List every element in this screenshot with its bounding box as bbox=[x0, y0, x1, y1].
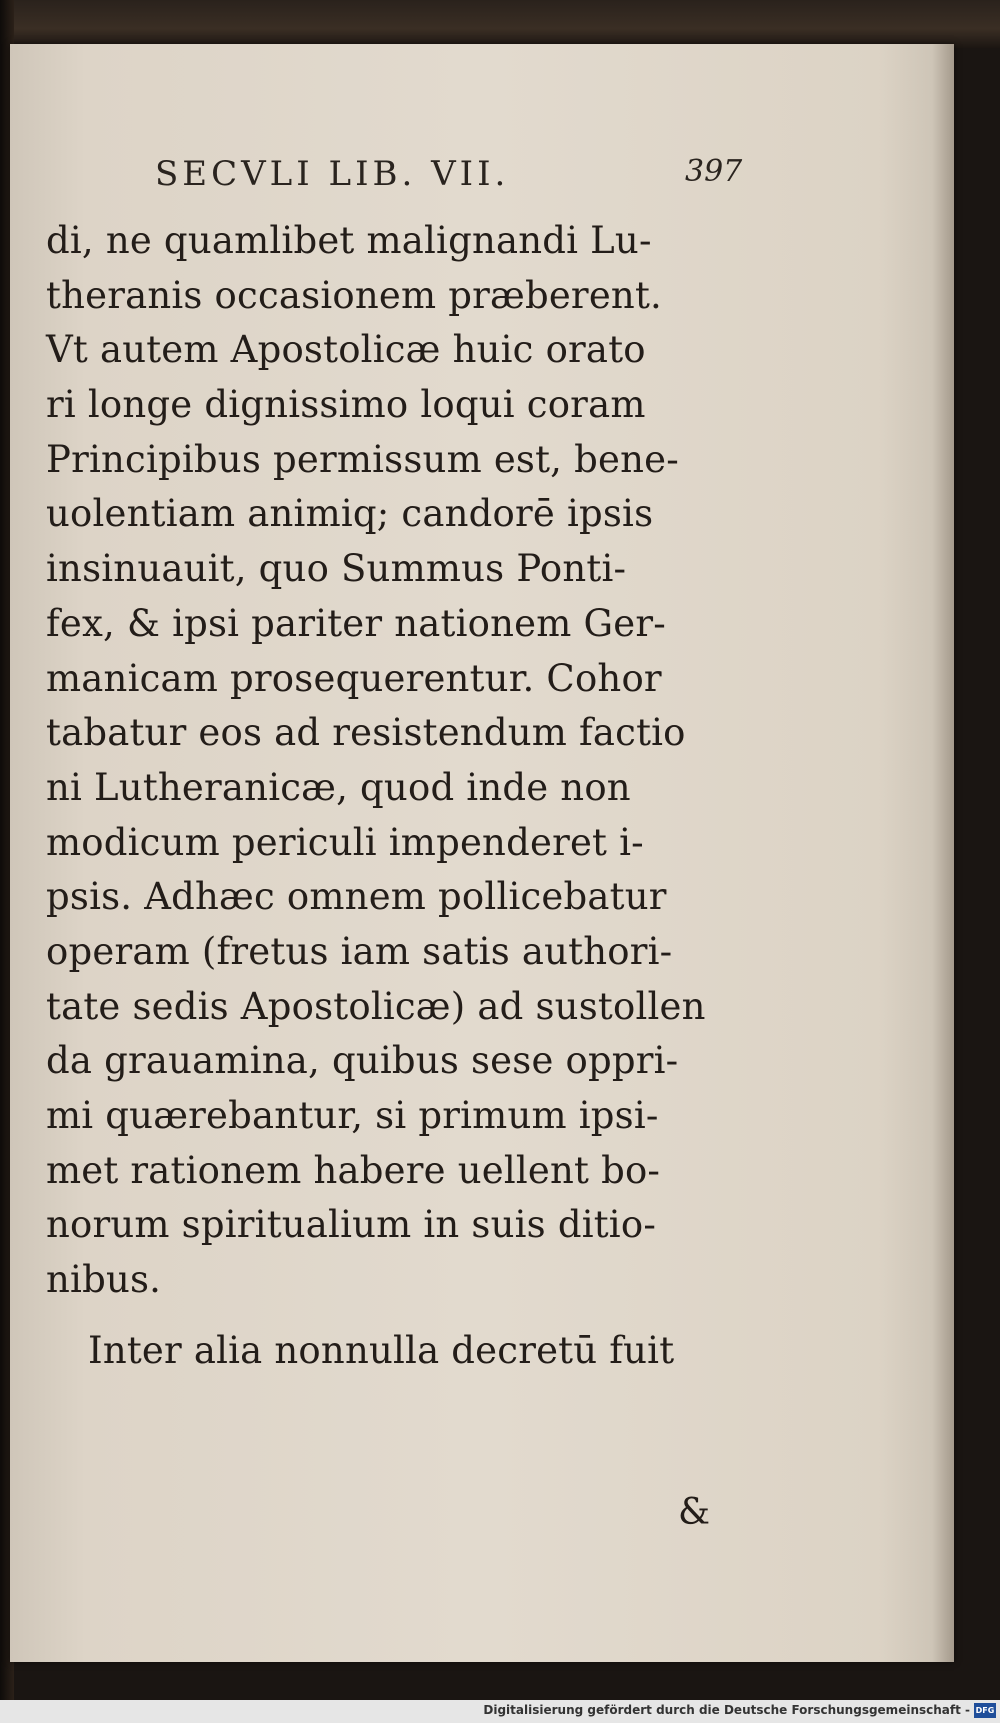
book-top-edge bbox=[0, 0, 1000, 48]
text-line: Vt autem Apostolicæ huic orato bbox=[46, 328, 646, 372]
running-head: SECVLI LIB. VII. bbox=[155, 154, 510, 194]
text-line: theranis occasionem præberent. bbox=[46, 273, 662, 317]
text-line: insinuauit, quo Summus Ponti- bbox=[46, 547, 627, 591]
page-number: 397 bbox=[685, 154, 743, 189]
catchword: & bbox=[678, 1492, 711, 1533]
text-line: ni Lutheranicæ, quod inde non bbox=[46, 765, 631, 809]
text-line: met rationem habere uellent bo- bbox=[46, 1148, 661, 1192]
text-line: Principibus permissum est, bene- bbox=[46, 437, 679, 481]
funding-credit: Digitalisierung gefördert durch die Deutsche Forschungsgemeinschaft - bbox=[483, 1703, 970, 1717]
text-line: modicum periculi impenderet i- bbox=[46, 820, 644, 864]
dfg-logo-icon: DFG bbox=[974, 1703, 996, 1718]
body-text bbox=[46, 214, 766, 1378]
text-line: norum spiritualium in suis ditio- bbox=[46, 1203, 657, 1247]
text-line: ri longe dignissimo loqui coram bbox=[46, 383, 646, 427]
text-line: uolentiam animiq; candorē ipsis bbox=[46, 492, 654, 536]
digitization-footer bbox=[0, 1700, 1000, 1723]
text-line: tate sedis Apostolicæ) ad sustollen bbox=[46, 984, 706, 1028]
book-page bbox=[10, 44, 954, 1662]
page-header bbox=[155, 154, 755, 204]
text-line: psis. Adhæc omnem pollicebatur bbox=[46, 875, 667, 919]
text-line: fex, & ipsi pariter nationem Ger- bbox=[46, 601, 666, 645]
text-line: da grauamina, quibus sese oppri- bbox=[46, 1039, 679, 1083]
text-line: di, ne quamlibet malignandi Lu- bbox=[46, 219, 652, 262]
page-edge-shadow bbox=[932, 44, 954, 1662]
text-line: nibus. bbox=[46, 1258, 162, 1302]
text-line: mi quærebantur, si primum ipsi- bbox=[46, 1094, 659, 1137]
text-line: operam (fretus iam satis authori- bbox=[46, 929, 673, 973]
text-line: tabatur eos ad resistendum factio bbox=[46, 711, 686, 755]
text-line: manicam prosequerentur. Cohor bbox=[46, 656, 662, 700]
text-line: Inter alia nonnulla decretū fuit bbox=[88, 1328, 675, 1372]
